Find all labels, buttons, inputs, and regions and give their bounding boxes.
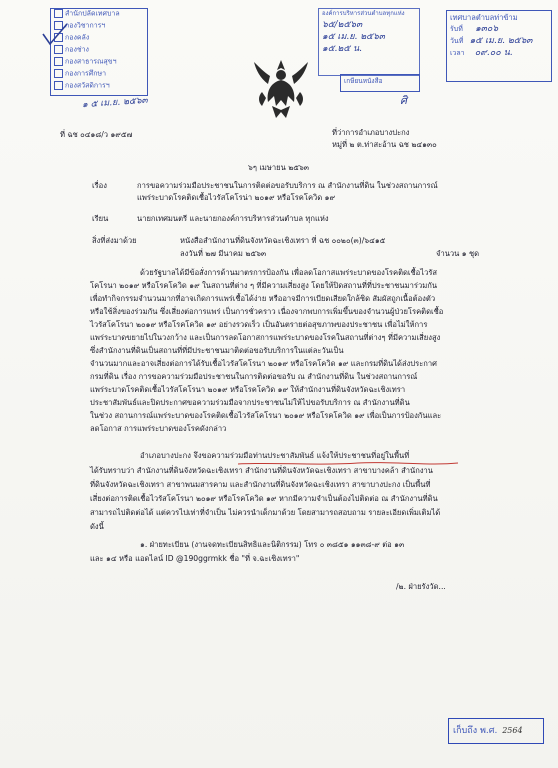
- issuing-office: ที่ว่าการอำเภอบางปะกง: [332, 128, 410, 137]
- stamp-time-field: เวลา ๐๙.๐๐ น.: [450, 48, 513, 58]
- paragraph-line: ที่ดินจังหวัดฉะเชิงเทรา สาขาพนมสารคาม และสำนักงานที่ดินจังหวัดฉะเชิงเทรา สาขาบางปะกง เป็นพื้นที่: [90, 480, 431, 489]
- routing-item: กองการศึกษา: [51, 69, 147, 81]
- garuda-emblem-icon: [252, 56, 310, 124]
- to-text: นายกเทศมนตรี และนายกองค์การบริหารส่วนตำบล ทุกแห่ง: [137, 214, 329, 223]
- archive-stamp: เก็บถึง พ.ศ. 2564: [448, 718, 544, 744]
- to-label: เรียน: [92, 214, 109, 223]
- paragraph-line: สามารถไปติดต่อได้ แต่ควรไปเท่าที่จำเป็น ไม่ควรนำเด็กมาด้วย โดยสามารถสอบถาม รายละเอียดเพิ่มเติมได้: [90, 508, 441, 517]
- enclosure-label: สิ่งที่ส่งมาด้วย: [92, 236, 137, 245]
- document-number: ที่ ฉช ๐๔๑๘/ว ๑๙๕๗: [60, 130, 133, 139]
- paragraph-line: โคโรนา ๒๐๑๙ หรือโรคโควิด ๑๙ ในสถานที่ต่าง ๆ ที่มีความเสี่ยงสูง โดยให้ปิดสถานที่ที่ประชาชนมาร่วมกัน: [90, 281, 438, 290]
- enclosure-count: จำนวน ๑ ชุด: [436, 249, 480, 258]
- stamp-date-field: วันที่ ๑๕ เม.ย. ๒๕๖๓: [450, 36, 533, 46]
- routing-item: สำนักปลัดเทศบาล: [51, 9, 147, 21]
- paragraph-line: แพร่ระบาดขยายไปในวงกว้าง และเป็นการลดโอกาสการแพร่ระบาดของโรคในสถานที่ต่างๆ ที่มีความเสี่ยงสูง: [90, 333, 441, 342]
- stamp-org: องค์การบริหารส่วนตำบลทุกแห่ง: [322, 10, 405, 17]
- district-receive-stamp: [318, 8, 420, 76]
- continued-marker: /๒. ฝ่ายรังวัด...: [396, 582, 446, 591]
- signature: ศิ: [400, 94, 407, 107]
- paragraph-line: หรือใช้สิ่งของร่วมกัน ซึ่งเสี่ยงต่อการแพร่ เป็นการชั่วคราว เนื่องจากพบการเพิ่มขึ้นของจำนวนผู้ป่วยโรคติดเชื้อ: [90, 307, 444, 316]
- paragraph-line: ไวรัสโคโรนา ๒๐๑๙ หรือโรคโควิด ๑๙ อย่างรวดเร็ว เป็นอันตรายต่อสุขภาพของประชาชน เพื่อไม่ให้การ: [90, 320, 428, 329]
- checkbox-icon: [54, 57, 63, 66]
- routing-item: กองสวัสดิการฯ: [51, 81, 147, 93]
- routing-item: กองคลัง: [51, 33, 147, 45]
- stamp-title: เทศบาลตำบลท่าข้าม: [450, 13, 518, 22]
- paragraph-line: ประชาสัมพันธ์และปิดประกาศขอความร่วมมือจากประชาชนไม่ให้ไปขอรับบริการ ณ สำนักงานที่ดิน: [90, 398, 410, 407]
- checkbox-icon: [54, 69, 63, 78]
- routing-item: กองช่าง: [51, 45, 147, 57]
- enclosure-line: ลงวันที่ ๒๗ มีนาคม ๒๕๖๓: [180, 249, 267, 258]
- paragraph-line: กรมที่ดิน เรื่อง การขอความร่วมมือประชาชนในการติดต่อขอรับ ณ สำนักงานที่ดิน ในช่วงสถานการณ์: [90, 372, 418, 381]
- paragraph-line: ซึ่งสำนักงานที่ดินเป็นสถานที่ที่มีประชาชนมาติดต่อขอรับบริการในแต่ละวันเป็น: [90, 346, 344, 355]
- paragraph-line: ด้วยรัฐบาลได้มีข้อสั่งการด้านมาตรการป้องกัน เพื่อลดโอกาสแพร่ระบาดของโรคติดเชื้อไวรัส: [140, 268, 438, 277]
- stamp-recv-no: ๖๕/๒๕๖๓: [322, 20, 363, 30]
- contact-line: ๑. ฝ่ายทะเบียน (งานจดทะเบียนสิทธิและนิติกรรม) โทร ๐ ๓๘๕๑ ๑๑๓๘-๙ ต่อ ๑๓: [140, 540, 405, 549]
- paragraph-line: ได้รับทราบว่า สำนักงานที่ดินจังหวัดฉะเชิงเทรา สำนักงานที่ดินจังหวัดฉะเชิงเทรา สาขาบางคล้า สำนักงาน: [90, 466, 433, 475]
- checkbox-icon: [54, 9, 63, 18]
- paragraph-line: จำนวนมากและอาจเสี่ยงต่อการได้รับเชื้อไวรัสโคโรนา ๒๐๑๙ หรือโรคโควิด ๑๙ และกรมที่ดินได้ส่งประกาศ: [90, 359, 437, 368]
- stamp-note-box: เกษียนหนังสือ: [340, 74, 420, 92]
- paragraph-line: เสี่ยงต่อการติดเชื้อไวรัสโคโรนา ๒๐๑๙ หรือโรคโควิด ๑๙ หากมีความจำเป็นต้องไปติดต่อ ณ สำนักงานที่ดิน: [90, 494, 438, 503]
- subject-label: เรื่อง: [92, 181, 107, 190]
- paragraph-line: ในช่วง สถานการณ์แพร่ระบาดของโรคติดเชื้อไวรัสโคโรนา ๒๐๑๙ หรือโรคโควิด ๑๙ เพื่อเป็นการป้องกันและ: [90, 411, 442, 420]
- paragraph-line: อำเภอบางปะกง จึงขอความร่วมมือท่านประชาสัมพันธ์ แจ้งให้ประชาชนที่อยู่ในพื้นที่: [140, 451, 410, 460]
- check-mark-icon: [40, 22, 70, 52]
- stamp-time: ๑๕.๒๕ น.: [322, 44, 363, 54]
- municipality-receive-stamp: [446, 10, 552, 82]
- enclosure-line: หนังสือสำนักงานที่ดินจังหวัดฉะเชิงเทรา ที่ ฉช ๐๐๒๐(๓)/๖๔๑๕: [180, 236, 386, 245]
- office-address: หมู่ที่ ๒ ต.ท่าสะอ้าน ฉช ๒๔๑๓๐: [332, 140, 437, 149]
- paragraph-line: เพื่อทำกิจกรรมจำนวนมากที่อาจเกิดการแพร่เชื้อได้ง่าย หรืออาจมีการเบียดเสียดใกล้ชิด สัมผัสถูกเนื้อต้องตัว: [90, 294, 436, 303]
- stamp-date: ๑๕ เม.ย. ๒๕๖๓: [322, 32, 385, 42]
- received-date-handwritten: ๑ ๕ เม.ย. ๒๕๖๓: [81, 95, 149, 111]
- routing-item: กองวิชาการฯ: [51, 21, 147, 33]
- paragraph-line: ลดโอกาส การแพร่ระบาดของโรคดังกล่าว: [90, 424, 227, 433]
- paragraph-line: แพร่ระบาดโรคติดเชื้อไวรัสโคโรนา ๒๐๑๙ หรือโรคโควิด ๑๙ ให้สำนักงานที่ดินจังหวัดฉะเชิงเทรา: [90, 385, 406, 394]
- subject-line: การขอความร่วมมือประชาชนในการติดต่อขอรับบริการ ณ สำนักงานที่ดิน ในช่วงสถานการณ์: [137, 181, 438, 190]
- subject-line: แพร่ระบาดโรคติดเชื้อไวรัสโคโรน่า ๒๐๑๙ หรือโรคโควิด ๑๙: [137, 193, 336, 202]
- stamp-recv-field: รับที่ ๑๓๐๖: [450, 24, 499, 34]
- letter-date: ๖ๆ เมษายน ๒๕๖๓: [248, 163, 310, 172]
- routing-item: กองสาธารณสุขฯ: [51, 57, 147, 69]
- contact-line: และ ๑๔ หรือ แอดไลน์ ID @190ggrmkk ชื่อ "ที่ จ.ฉะเชิงเทรา": [90, 554, 300, 563]
- paragraph-line: ดังนี้: [90, 522, 104, 531]
- checkbox-icon: [54, 81, 63, 90]
